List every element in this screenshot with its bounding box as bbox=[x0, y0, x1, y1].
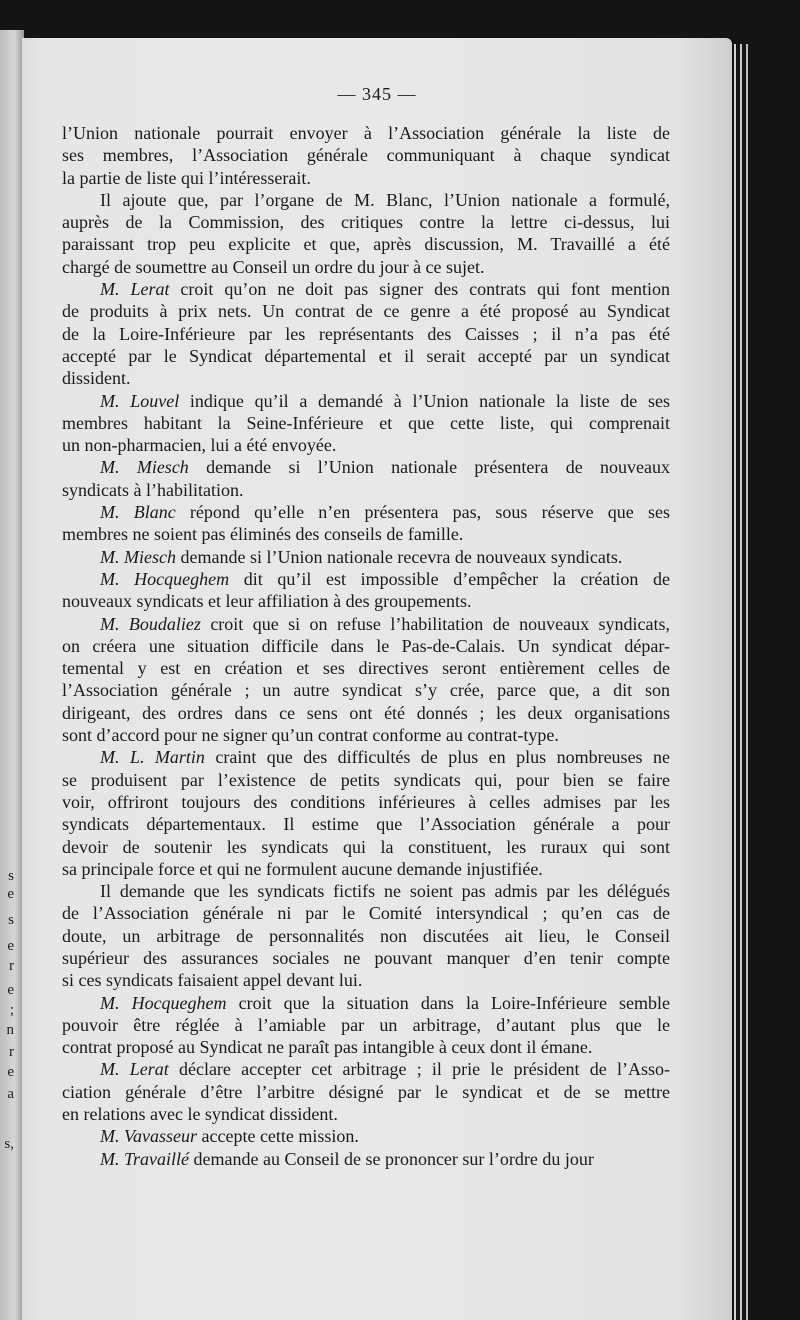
line-text: dit qu’il est impossible d’empêcher la création de bbox=[229, 568, 670, 589]
text-line bbox=[62, 1103, 670, 1125]
line-text: Il ajoute que, par l’organe de M. Blanc, l’Union nationale a formulé, bbox=[100, 189, 670, 210]
text-line bbox=[62, 836, 670, 858]
line-text: nouveaux syndicats et leur affiliation à des groupements. bbox=[62, 591, 472, 612]
text-line bbox=[62, 880, 670, 902]
line-text: la partie de liste qui l’intéresserait. bbox=[62, 167, 311, 188]
text-line bbox=[62, 300, 670, 322]
line-text: sont d’accord pour ne signer qu’un contrat conforme au contrat-type. bbox=[62, 725, 559, 746]
line-text: demande si l’Union nationale recevra de nouveaux syndicats. bbox=[175, 546, 623, 567]
line-text: membres ne soient pas éliminés des conseils de famille. bbox=[62, 524, 464, 545]
speaker-name: M. Lerat bbox=[100, 279, 170, 300]
line-text: croit qu’on ne doit pas signer des contrats qui font mention bbox=[169, 279, 670, 300]
margin-fragment: e bbox=[7, 982, 14, 998]
page-number: — 345 — bbox=[337, 84, 417, 104]
text-line bbox=[62, 144, 670, 166]
margin-fragment: e bbox=[7, 886, 14, 902]
line-text: dissident. bbox=[62, 368, 131, 389]
speaker-name: M. Travaillé bbox=[100, 1148, 189, 1169]
margin-fragment: e bbox=[7, 938, 14, 954]
line-text: pouvoir être réglée à l’amiable par un arbitrage, d’autant plus que le bbox=[62, 1014, 670, 1035]
line-text: Il demande que les syndicats fictifs ne soient pas admis par les délégués bbox=[100, 881, 670, 902]
line-text: ciation générale d’être l’arbitre désigné par le syndicat et de se mettre bbox=[62, 1081, 670, 1102]
margin-fragment: ; bbox=[9, 1002, 14, 1018]
line-text: indique qu’il a demandé à l’Union nationale la liste de ses bbox=[179, 390, 670, 411]
line-text: contrat proposé au Syndicat ne paraît pas intangible à ceux dont il émane. bbox=[62, 1037, 593, 1058]
margin-fragment: s bbox=[8, 912, 14, 928]
text-line bbox=[62, 613, 670, 635]
line-text: en relations avec le syndicat dissident. bbox=[62, 1104, 338, 1125]
margin-fragment: a bbox=[7, 1086, 14, 1102]
text-line bbox=[62, 724, 670, 746]
speaker-name: M. Louvel bbox=[100, 390, 180, 411]
text-line bbox=[62, 256, 670, 278]
margin-fragment: n bbox=[6, 1022, 14, 1038]
line-text: un non-pharmacien, lui a été envoyée. bbox=[62, 435, 337, 456]
line-text: accepte cette mission. bbox=[197, 1126, 359, 1147]
speaker-name: M. Hocqueghem bbox=[100, 568, 230, 589]
line-text: dirigeant, des ordres dans ce sens ont été donnés ; les deux organisations bbox=[62, 702, 670, 723]
text-line bbox=[62, 122, 670, 144]
text-line bbox=[62, 434, 670, 456]
page-stack-edge bbox=[734, 44, 736, 1320]
margin-fragment: r bbox=[9, 1044, 14, 1060]
text-line bbox=[62, 679, 670, 701]
line-text: de l’Association générale ni par le Comité intersyndical ; qu’en cas de bbox=[62, 903, 670, 924]
page-stack-edge bbox=[740, 44, 742, 1320]
line-text: demande si l’Union nationale présentera de nouveaux bbox=[188, 457, 670, 478]
text-line bbox=[62, 546, 670, 568]
speaker-name: M. Vavasseur bbox=[100, 1126, 197, 1147]
line-text: de produits à prix nets. Un contrat de ce genre a été proposé au Syndicat bbox=[62, 301, 670, 322]
line-text: de la Loire-Inférieure par les représentants des Caisses ; il n’a pas été bbox=[62, 323, 670, 344]
speaker-name: M. Blanc bbox=[100, 502, 176, 523]
text-line bbox=[62, 523, 670, 545]
text-line bbox=[62, 657, 670, 679]
line-text: l’Association générale ; un autre syndicat s’y crée, parce que, a dit son bbox=[62, 680, 670, 701]
line-text: demande au Conseil de se prononcer sur l’ordre du jour bbox=[189, 1148, 594, 1169]
line-text: sa principale force et qui ne formulent aucune demande injustifiée. bbox=[62, 858, 543, 879]
text-line bbox=[62, 568, 670, 590]
line-text: croit que la situation dans la Loire-Inférieure semble bbox=[226, 992, 670, 1013]
text-line bbox=[62, 412, 670, 434]
text-line bbox=[62, 501, 670, 523]
text-line bbox=[62, 702, 670, 724]
text-line bbox=[62, 167, 670, 189]
line-text: chargé de soumettre au Conseil un ordre du jour à ce sujet. bbox=[62, 256, 485, 277]
text-line bbox=[62, 902, 670, 924]
speaker-name: M. Boudaliez bbox=[100, 613, 201, 634]
speaker-name: M. Hocqueghem bbox=[100, 992, 227, 1013]
text-line bbox=[62, 590, 670, 612]
text-line bbox=[62, 1125, 670, 1147]
text-line bbox=[62, 858, 670, 880]
text-line bbox=[62, 323, 670, 345]
text-line bbox=[62, 1081, 670, 1103]
line-text: déclare accepter cet arbitrage ; il prie le président de l’Asso- bbox=[168, 1059, 671, 1080]
text-line bbox=[62, 367, 670, 389]
text-line bbox=[62, 813, 670, 835]
line-text: syndicats à l’habilitation. bbox=[62, 479, 244, 500]
text-line bbox=[62, 992, 670, 1014]
line-text: croit que si on refuse l’habilitation de nouveaux syndicats, bbox=[200, 613, 670, 634]
line-text: devoir de soutenir les syndicats qui la constituent, les ruraux qui sont bbox=[62, 836, 670, 857]
line-text: répond qu’elle n’en présentera pas, sous réserve que ses bbox=[175, 502, 670, 523]
line-text: voir, offriront toujours des conditions inférieures à celles admises par les bbox=[62, 791, 670, 812]
text-line bbox=[62, 635, 670, 657]
text-line bbox=[62, 925, 670, 947]
line-text: accepté par le Syndicat départemental et il serait accepté par un syndicat bbox=[62, 345, 670, 366]
margin-fragment: s bbox=[8, 868, 14, 884]
line-text: supérieur des assurances sociales ne pouvant manquer d’en tenir compte bbox=[62, 947, 670, 968]
line-text: si ces syndicats faisaient appel devant lui. bbox=[62, 970, 363, 991]
line-text: temental y est en création et ses directives seront entièrement celles de bbox=[62, 658, 670, 679]
text-line bbox=[62, 233, 670, 255]
text-line bbox=[62, 189, 670, 211]
text-line bbox=[62, 947, 670, 969]
speaker-name: M. Lerat bbox=[100, 1059, 169, 1080]
text-line bbox=[62, 456, 670, 478]
text-line bbox=[62, 211, 670, 233]
line-text: l’Union nationale pourrait envoyer à l’Association générale la liste de bbox=[62, 123, 670, 143]
page-text bbox=[62, 122, 670, 1170]
text-line bbox=[62, 746, 670, 768]
text-line bbox=[62, 1036, 670, 1058]
text-line bbox=[62, 1148, 670, 1170]
line-text: paraissant trop peu explicite et que, après discussion, M. Travaillé a été bbox=[62, 234, 670, 255]
text-line bbox=[62, 791, 670, 813]
text-line bbox=[62, 969, 670, 991]
margin-fragment: r bbox=[9, 958, 14, 974]
text-line bbox=[62, 1014, 670, 1036]
line-text: ses membres, l’Association générale communiquant à chaque syndicat bbox=[62, 145, 670, 166]
page-stack-edge bbox=[746, 44, 748, 1320]
text-line bbox=[62, 390, 670, 412]
line-text: se produisent par l’existence de petits syndicats qui, pour bien se faire bbox=[62, 769, 670, 790]
text-line bbox=[62, 769, 670, 791]
text-line bbox=[62, 1058, 670, 1080]
line-text: craint que des difficultés de plus en plus nombreuses ne bbox=[204, 747, 670, 768]
text-line bbox=[62, 479, 670, 501]
speaker-name: M. L. Martin bbox=[100, 747, 205, 768]
line-text: membres habitant la Seine-Inférieure et que cette liste, qui comprenait bbox=[62, 412, 670, 433]
text-line bbox=[62, 278, 670, 300]
book-page bbox=[22, 38, 732, 1320]
line-text: doute, un arbitrage de personnalités non discutées ait lieu, le Conseil bbox=[62, 925, 670, 946]
line-text: syndicats départementaux. Il estime que l’Association générale a pour bbox=[62, 814, 670, 835]
margin-fragment: e bbox=[7, 1064, 14, 1080]
line-text: auprès de la Commission, des critiques contre la lettre ci-dessus, lui bbox=[62, 212, 670, 233]
speaker-name: M. Miesch bbox=[100, 457, 189, 478]
margin-fragment: s, bbox=[4, 1136, 14, 1152]
line-text: on créera une situation difficile dans le Pas-de-Calais. Un syndicat dépar- bbox=[62, 635, 670, 656]
text-line bbox=[62, 345, 670, 367]
facing-page-edge bbox=[0, 30, 24, 1320]
speaker-name: M. Miesch bbox=[100, 546, 176, 567]
